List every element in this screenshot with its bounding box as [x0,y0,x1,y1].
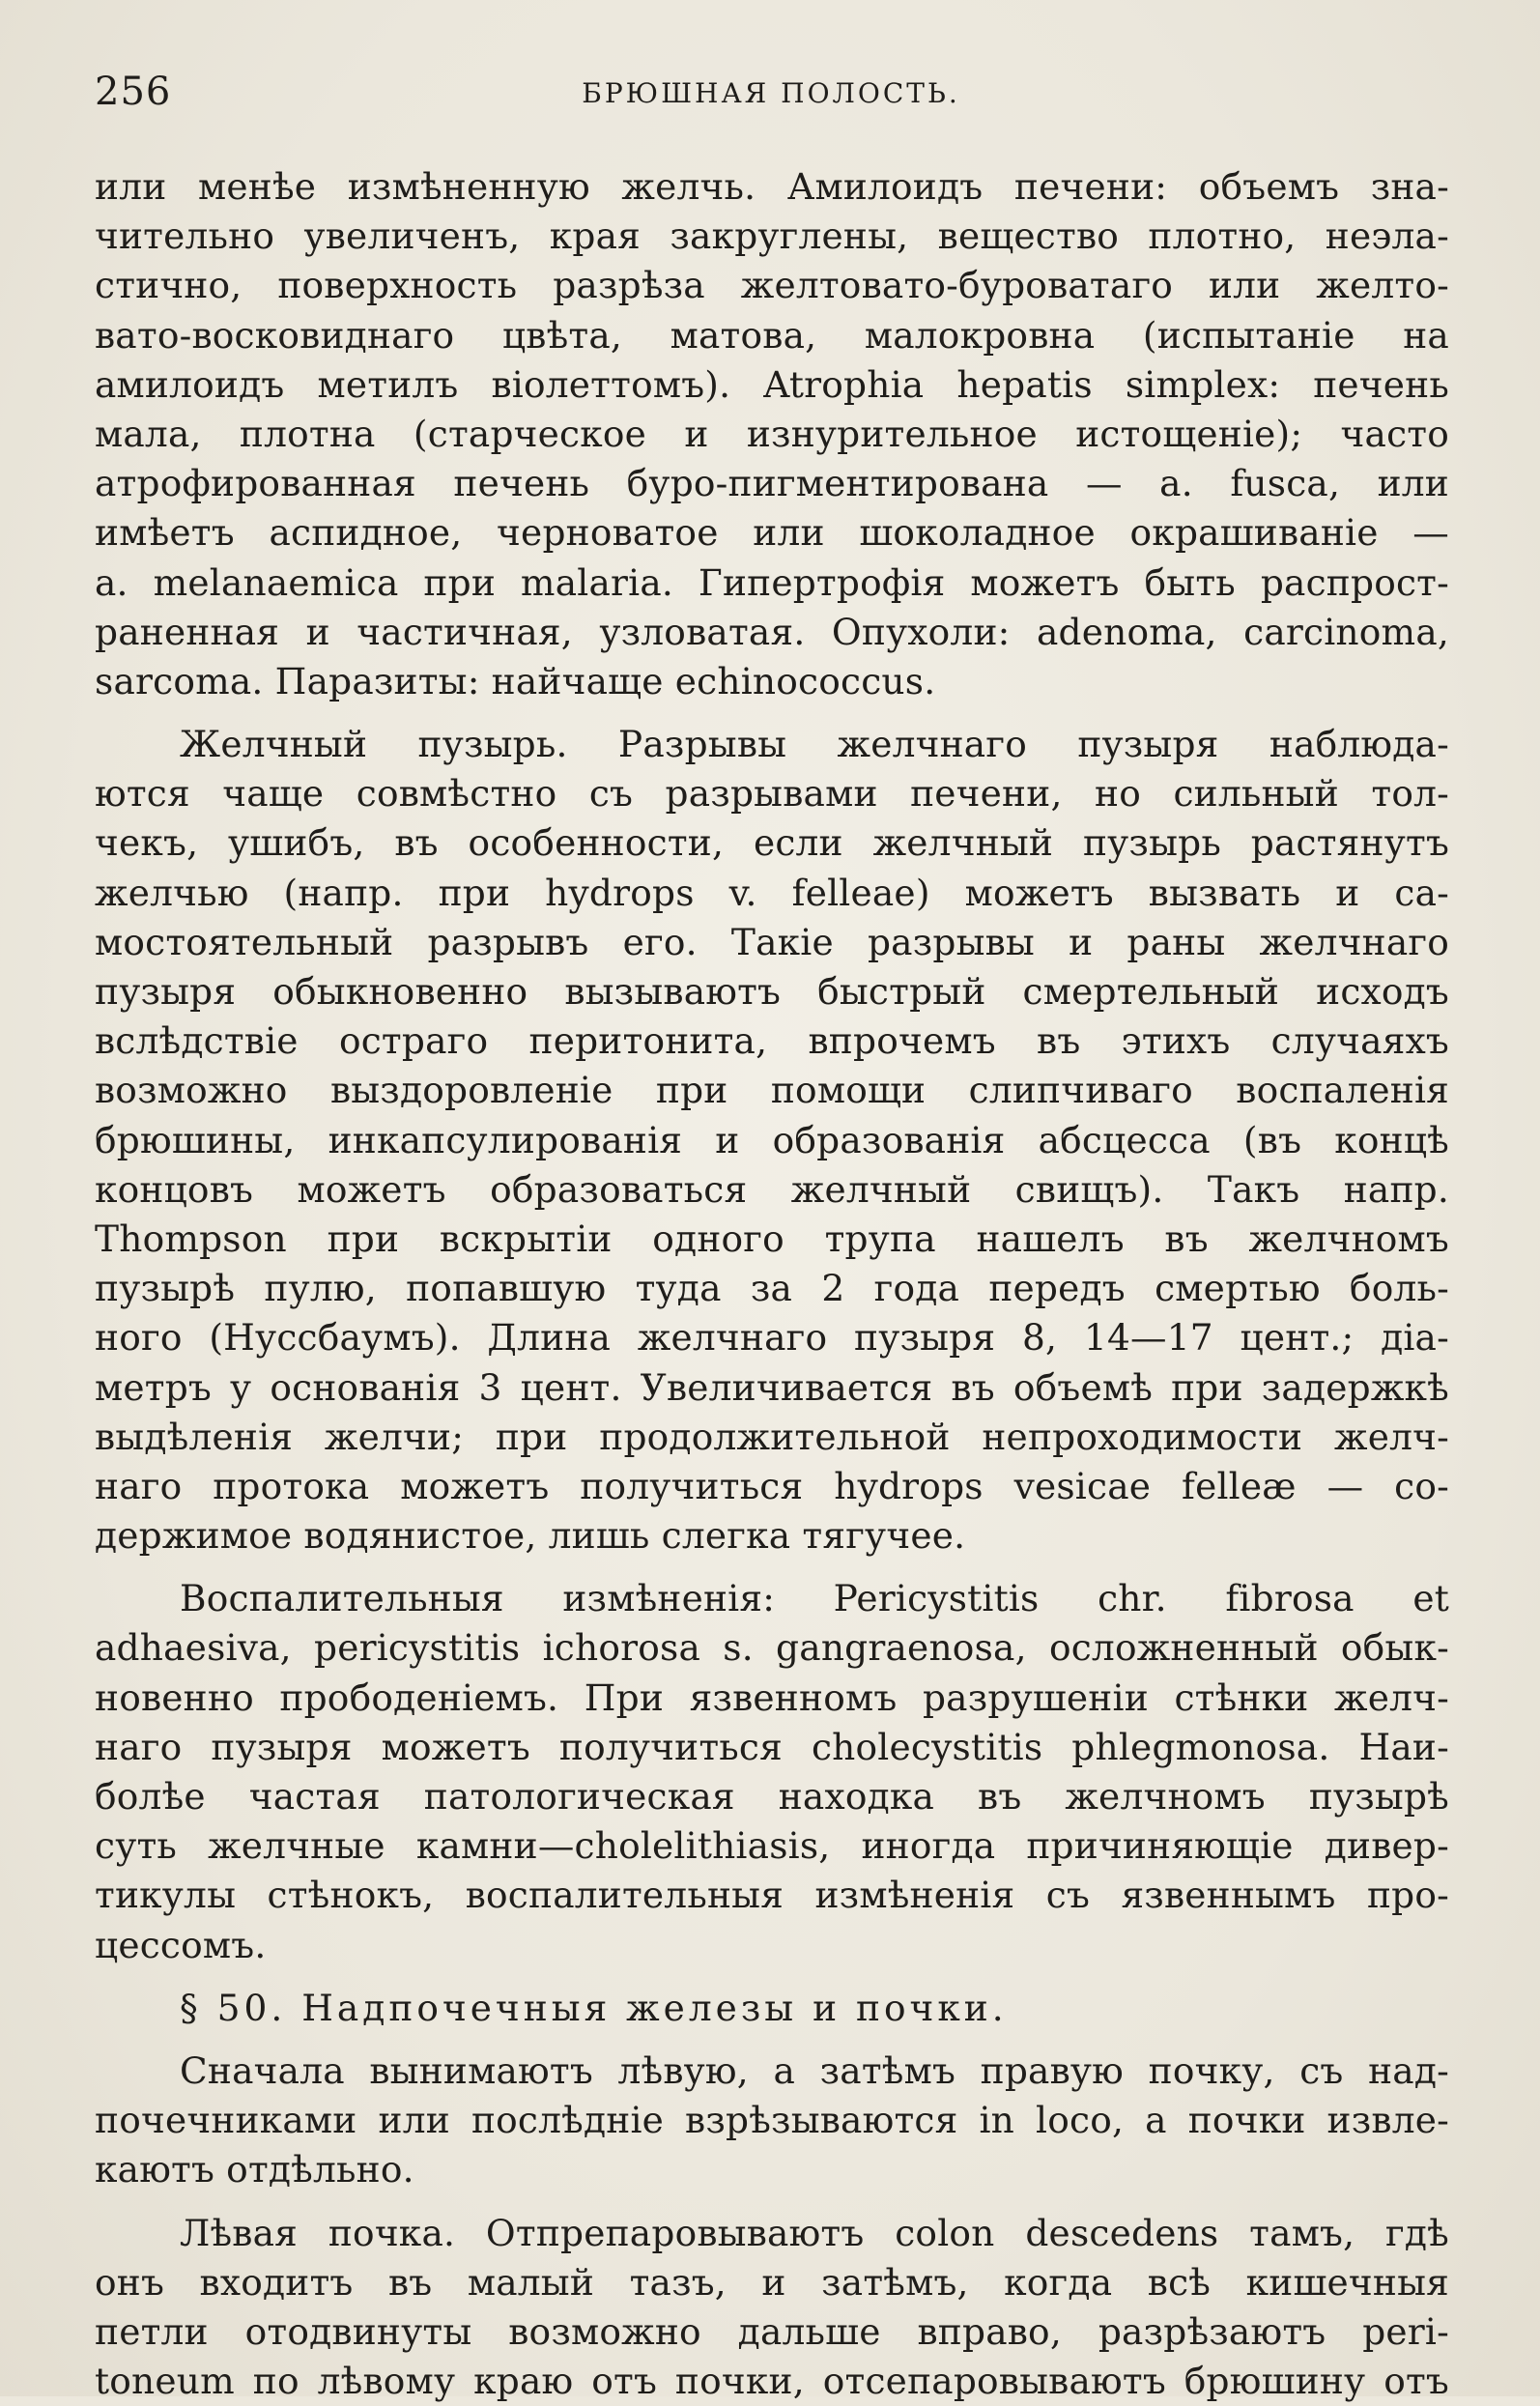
text-line: выдѣленія желчи; при продолжительной непроходимости желч- [95,1413,1449,1462]
text-line: амилоидъ метилъ віолеттомъ). Atrophia hepatis simplex: печень [95,360,1449,410]
text-line: брюшины, инкапсулированія и образованія абсцесса (въ концѣ [95,1116,1449,1165]
text-line: наго пузыря можетъ получиться cholecystitis phlegmonosa. Наи- [95,1723,1449,1772]
text-line: ного (Нуссбаумъ). Длина желчнаго пузыря 8, 14—17 цент.; діа- [95,1313,1449,1362]
text-line: петли отодвинуты возможно дальше вправо, разрѣзаютъ peri- [95,2307,1449,2357]
text-line: мостоятельный разрывъ его. Такіе разрывы и раны желчнаго [95,918,1449,967]
text-line: наго протока можетъ получиться hydrops vesicae felleæ — со- [95,1462,1449,1511]
text-line: концовъ можетъ образоваться желчный свищъ). Такъ напр. [95,1165,1449,1215]
text-line: болѣе частая патологическая находка въ желчномъ пузырѣ [95,1772,1449,1821]
text-line: ются чаще совмѣстно съ разрывами печени, но сильный тол- [95,769,1449,818]
text-line: Сначала вынимаютъ лѣвую, а затѣмъ правую почку, съ над- [95,2047,1449,2096]
text-line: стично, поверхность разрѣза желтовато-буроватаго или желто- [95,261,1449,310]
text-line: Лѣвая почка. Отпрепаровываютъ colon descedens тамъ, гдѣ [95,2209,1449,2258]
text-line: a. melanaemica при malaria. Гипертрофія можетъ быть распрост- [95,559,1449,608]
section-heading [95,1984,1449,2033]
paragraph-gap [95,2195,1449,2209]
text-line: вслѣдствіе остраго перитонита, впрочемъ въ этихъ случаяхъ [95,1017,1449,1066]
text-line: метръ у основанія 3 цент. Увеличивается въ объемѣ при задержкѣ [95,1363,1449,1413]
paragraph-gallbladder [95,720,1449,1561]
paragraph-removal [95,2047,1449,2195]
text-line: имѣетъ аспидное, черноватое или шоколадное окрашиваніе — [95,508,1449,558]
page-number: 256 [95,70,171,114]
paragraph-gap [95,1561,1449,1574]
paragraph-gap [95,2033,1449,2047]
text-line: онъ входитъ въ малый тазъ, и затѣмъ, когда всѣ кишечныя [95,2258,1449,2307]
text-line: желчью (напр. при hydrops v. felleae) можетъ вызвать и са- [95,869,1449,918]
text-line: или менѣе измѣненную желчь. Амилоидъ печени: объемъ зна- [95,162,1449,212]
text-line: атрофированная печень буро-пигментирована — a. fusca, или [95,459,1449,508]
running-head: БРЮШНАЯ ПОЛОСТЬ. [95,77,1447,109]
paragraph-left-kidney [95,2209,1449,2406]
text-line: тикулы стѣнокъ, воспалительныя измѣненія съ язвеннымъ про- [95,1871,1449,1920]
text-line: мала, плотна (старческое и изнурительное истощеніе); часто [95,410,1449,459]
text-line: новенно прободеніемъ. При язвенномъ разрушеніи стѣнки желч- [95,1674,1449,1723]
text-line: пузырѣ пулю, попавшую туда за 2 года передъ смертью боль- [95,1264,1449,1313]
text-line: почечниками или послѣдніе взрѣзываются in loco, а почки извле- [95,2096,1449,2145]
section-title: § 50. Надпочечныя железы и почки. [95,1984,1449,2033]
text-line: sarcoma. Паразиты: найчаще echinococcus. [95,657,1449,706]
text-line: суть желчные камни—cholelithiasis, иногда причиняющіе дивер- [95,1821,1449,1871]
text-line: Желчный пузырь. Разрывы желчнаго пузыря наблюда- [95,720,1449,769]
text-line: каютъ отдѣльно. [95,2145,1449,2194]
text-line: раненная и частичная, узловатая. Опухоли: adenoma, carcinoma, [95,608,1449,657]
text-line: держимое водянистое, лишь слегка тягучее. [95,1511,1449,1561]
text-line: пузыря обыкновенно вызываютъ быстрый смертельный исходъ [95,967,1449,1017]
paragraph-inflammation [95,1574,1449,1970]
text-line: adhaesiva, pericystitis ichorosa s. gangraenosa, осложненный обык- [95,1623,1449,1673]
text-line: Thompson при вскрытіи одного трупа нашелъ въ желчномъ [95,1215,1449,1264]
text-line: чительно увеличенъ, края закруглены, вещество плотно, неэла- [95,212,1449,261]
text-line: Воспалительныя измѣненія: Pericystitis chr. fibrosa et [95,1574,1449,1623]
page-header [95,70,1447,128]
text-line: вато-восковиднаго цвѣта, матова, малокровна (испытаніе на [95,311,1449,360]
body-text [95,162,1449,2406]
text-line: возможно выздоровленіе при помощи слипчиваго воспаленія [95,1066,1449,1115]
text-line: цессомъ. [95,1921,1449,1970]
text-line: toneum по лѣвому краю отъ почки, отсепаровываютъ брюшину отъ [95,2357,1449,2406]
paragraph-gap [95,1970,1449,1984]
paragraph-liver [95,162,1449,706]
text-line: чекъ, ушибъ, въ особенности, если желчный пузырь растянутъ [95,818,1449,868]
paragraph-gap [95,706,1449,720]
